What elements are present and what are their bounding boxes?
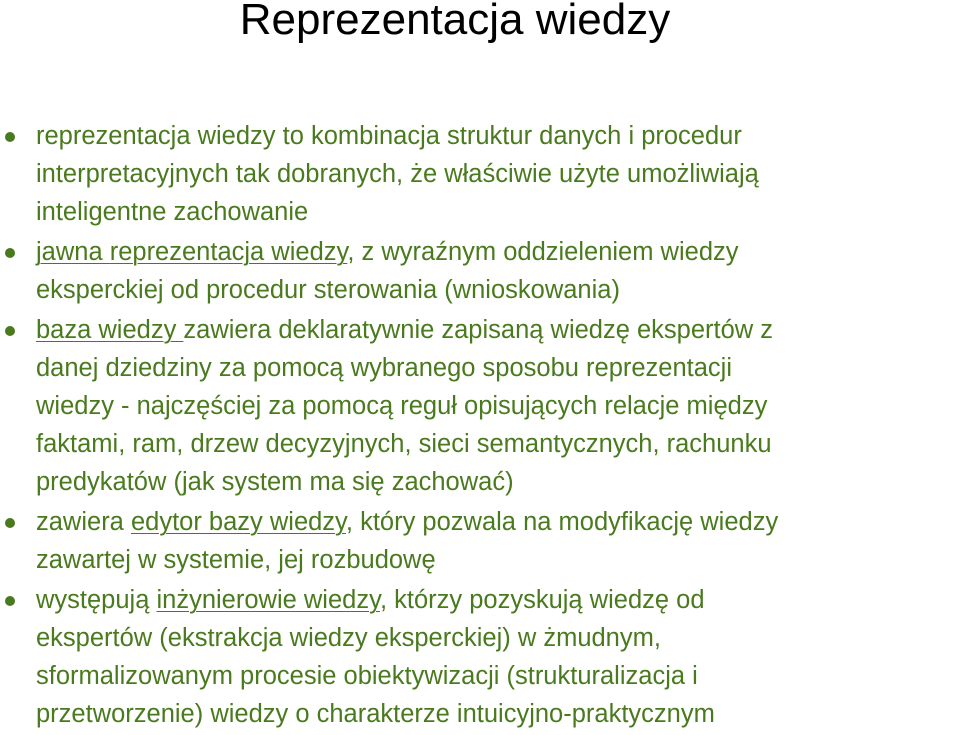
bullet-item	[0, 233, 960, 309]
bullet-line	[36, 155, 956, 193]
bullet-line	[36, 311, 956, 349]
bullet-text: eksperckiej od procedur sterowania (wnioskowania)	[36, 276, 620, 304]
bullet-list	[0, 117, 960, 735]
bullet-text: , który pozwala na modyfikację wiedzy	[345, 508, 779, 536]
slide-title: Reprezentacja wiedzy	[239, 0, 671, 44]
bullet-dot-icon	[5, 518, 15, 528]
bullet-text: , którzy pozyskują wiedzę od	[379, 586, 705, 614]
bullet-line	[36, 271, 956, 309]
bullet-line	[36, 349, 956, 387]
bullet-item	[0, 581, 960, 733]
bullet-line	[36, 387, 956, 425]
bullet-line	[36, 425, 956, 463]
bullet-line	[36, 117, 956, 155]
bullet-line	[36, 695, 956, 733]
bullet-text: zawiera deklaratywnie zapisaną wiedzę ekspertów z	[183, 316, 774, 344]
bullet-dot-icon	[5, 248, 15, 258]
bullet-line	[36, 503, 956, 541]
bullet-text: zawiera	[36, 508, 131, 536]
bullet-text: danej dziedziny za pomocą wybranego sposobu reprezentacji	[36, 354, 733, 382]
bullet-line	[36, 657, 956, 695]
bullet-line	[36, 463, 956, 501]
underlined-term: jawna reprezentacja wiedzy	[36, 238, 348, 266]
bullet-dot-icon	[5, 132, 15, 142]
bullet-line	[36, 541, 956, 579]
bullet-line	[36, 581, 956, 619]
bullet-text: predykatów (jak system ma się zachować)	[36, 468, 514, 496]
bullet-dot-icon	[5, 596, 15, 606]
bullet-text: wiedzy - najczęściej za pomocą reguł opisujących relacje między	[36, 392, 768, 420]
bullet-item	[0, 311, 960, 501]
bullet-item	[0, 503, 960, 579]
bullet-line	[36, 193, 956, 231]
underlined-term: baza wiedzy	[36, 316, 184, 344]
bullet-text: interpretacyjnych tak dobranych, że właściwie użyte umożliwiają	[36, 160, 759, 188]
bullet-dot-icon	[5, 326, 15, 336]
bullet-text: sformalizowanym procesie obiektywizacji (strukturalizacja i	[36, 662, 698, 690]
bullet-text: faktami, ram, drzew decyzyjnych, sieci semantycznych, rachunku	[36, 430, 772, 458]
bullet-line	[36, 619, 956, 657]
bullet-text: , z wyraźnym oddzieleniem wiedzy	[347, 238, 739, 266]
bullet-item	[0, 117, 960, 231]
bullet-text: reprezentacja wiedzy to kombinacja struktur danych i procedur	[36, 122, 742, 150]
bullet-text: przetworzenie) wiedzy o charakterze intuicyjno-praktycznym	[36, 700, 715, 728]
bullet-text: ekspertów (ekstrakcja wiedzy eksperckiej) w żmudnym,	[36, 624, 661, 652]
bullet-text: występują	[36, 586, 157, 614]
bullet-text: zawartej w systemie, jej rozbudowę	[36, 546, 436, 574]
underlined-term: inżynierowie wiedzy	[156, 586, 380, 614]
bullet-text: inteligentne zachowanie	[36, 198, 309, 226]
underlined-term: edytor bazy wiedzy	[130, 508, 346, 536]
bullet-line	[36, 233, 956, 271]
